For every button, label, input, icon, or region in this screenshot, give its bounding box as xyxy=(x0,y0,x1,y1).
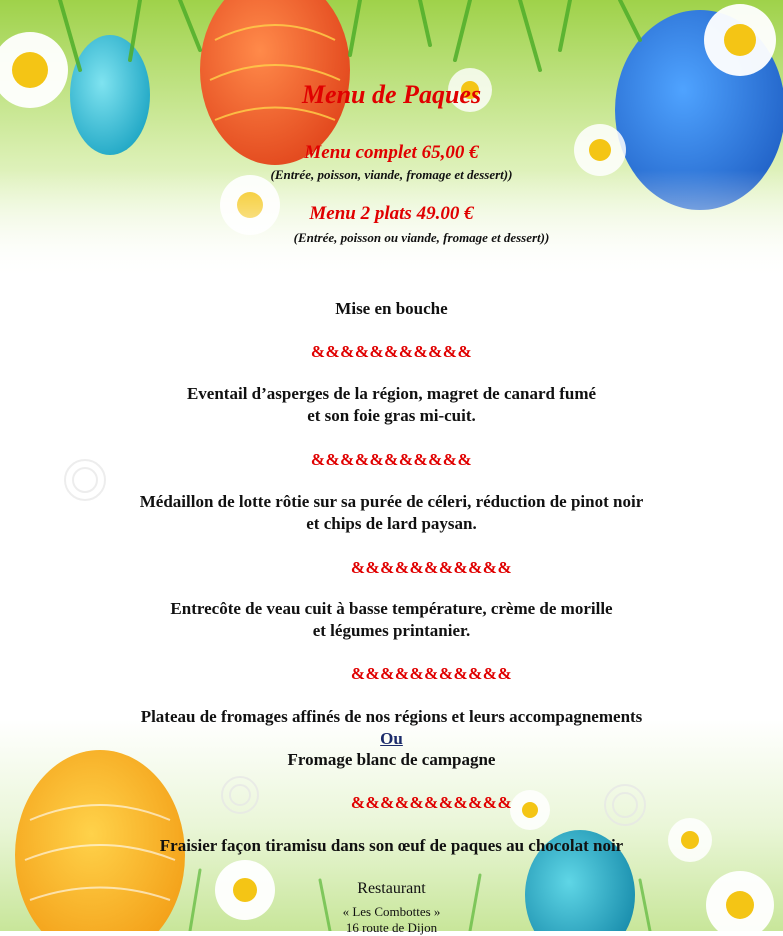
fish-line-1: Médaillon de lotte rôtie sur sa purée de céleri, réduction de pinot noir xyxy=(139,492,644,511)
meat-line-1: Entrecôte de veau cuit à basse température, crème de morille xyxy=(170,599,613,618)
cheese-or: Ou xyxy=(380,729,403,748)
formula-full-details: (Entrée, poisson, viande, fromage et dessert)) xyxy=(270,167,513,182)
starter-line-2: et son foie gras mi-cuit. xyxy=(307,406,476,425)
cheese-line-1: Plateau de fromages affinés de nos régions et leurs accompagnements xyxy=(140,707,643,726)
starter-line-1: Eventail d’asperges de la région, magret de canard fumé xyxy=(186,384,597,403)
meat-line-2: et légumes printanier. xyxy=(312,621,471,640)
footer-address: 16 route de Dijon xyxy=(345,920,438,935)
fish-line-2: et chips de lard paysan. xyxy=(306,514,477,533)
footer-restaurant-name: « Les Combottes » xyxy=(342,904,441,919)
formula-two-label: Menu 2 plats 49.00 € xyxy=(309,203,474,224)
menu-title: Menu de Paques xyxy=(301,80,482,109)
separator-5: &&&&&&&&&&& xyxy=(350,793,513,812)
separator-4: &&&&&&&&&&& xyxy=(350,664,513,683)
amuse-bouche: Mise en bouche xyxy=(335,299,448,318)
separator-1: &&&&&&&&&&& xyxy=(310,342,473,361)
formula-two-details: (Entrée, poisson ou viande, fromage et dessert)) xyxy=(293,230,550,245)
formula-full-label: Menu complet 65,00 € xyxy=(304,142,479,163)
separator-3: &&&&&&&&&&& xyxy=(350,558,513,577)
dessert-line: Fraisier façon tiramisu dans son œuf de paques au chocolat noir xyxy=(159,836,624,855)
cheese-line-2: Fromage blanc de campagne xyxy=(287,750,496,769)
separator-2: &&&&&&&&&&& xyxy=(310,450,473,469)
footer-restaurant: Restaurant xyxy=(357,880,426,897)
